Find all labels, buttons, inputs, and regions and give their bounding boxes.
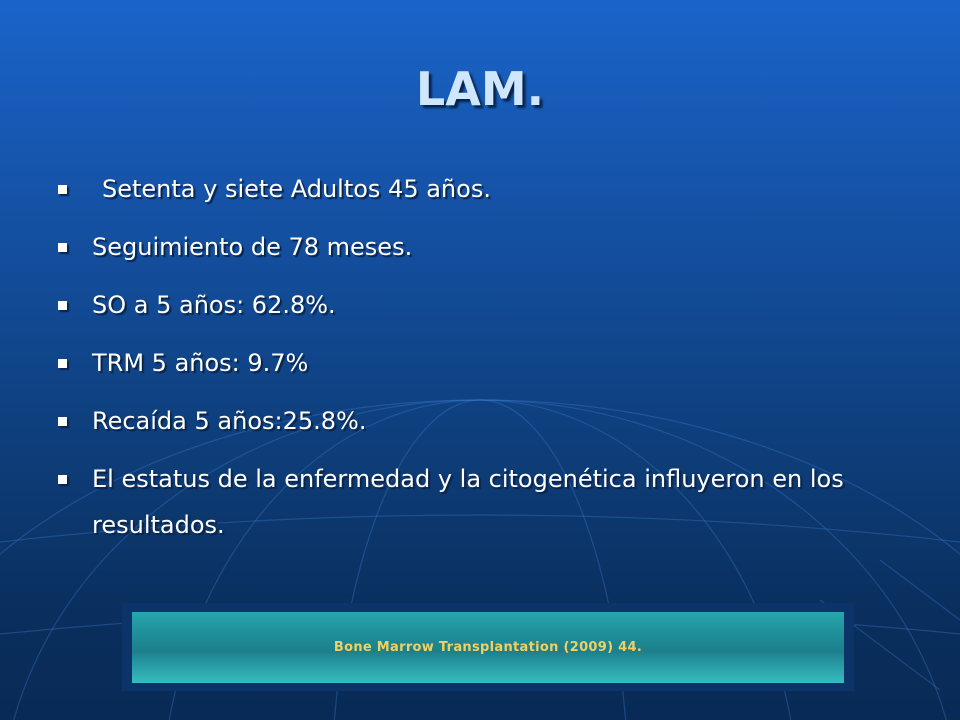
bullet-text: Recaída 5 años:25.8%. [92, 407, 367, 435]
square-bullet-icon [58, 359, 67, 368]
reference-citation: Bone Marrow Transplantation (2009) 44. [333, 640, 643, 655]
list-item [56, 340, 916, 398]
square-bullet-icon [58, 417, 67, 426]
square-bullet-icon [58, 475, 67, 484]
bullet-text: TRM 5 años: 9.7% [92, 349, 309, 377]
bullet-text: Setenta y siete Adultos 45 años. [102, 175, 491, 203]
list-item [56, 282, 916, 340]
list-item [56, 224, 916, 282]
bullet-text: El estatus de la enfermedad y la citogenética influyeron en los resultados. [92, 465, 844, 539]
slide-title: LAM. [415, 62, 545, 116]
list-item [56, 166, 916, 224]
list-item [56, 398, 916, 456]
square-bullet-icon [58, 185, 67, 194]
bullet-text: SO a 5 años: 62.8%. [92, 291, 336, 319]
bullet-text: Seguimiento de 78 meses. [92, 233, 413, 261]
reference-box [122, 603, 854, 691]
reference-panel [132, 612, 844, 683]
list-item [56, 456, 916, 556]
square-bullet-icon [58, 301, 67, 310]
square-bullet-icon [58, 243, 67, 252]
bullet-list [56, 166, 916, 556]
